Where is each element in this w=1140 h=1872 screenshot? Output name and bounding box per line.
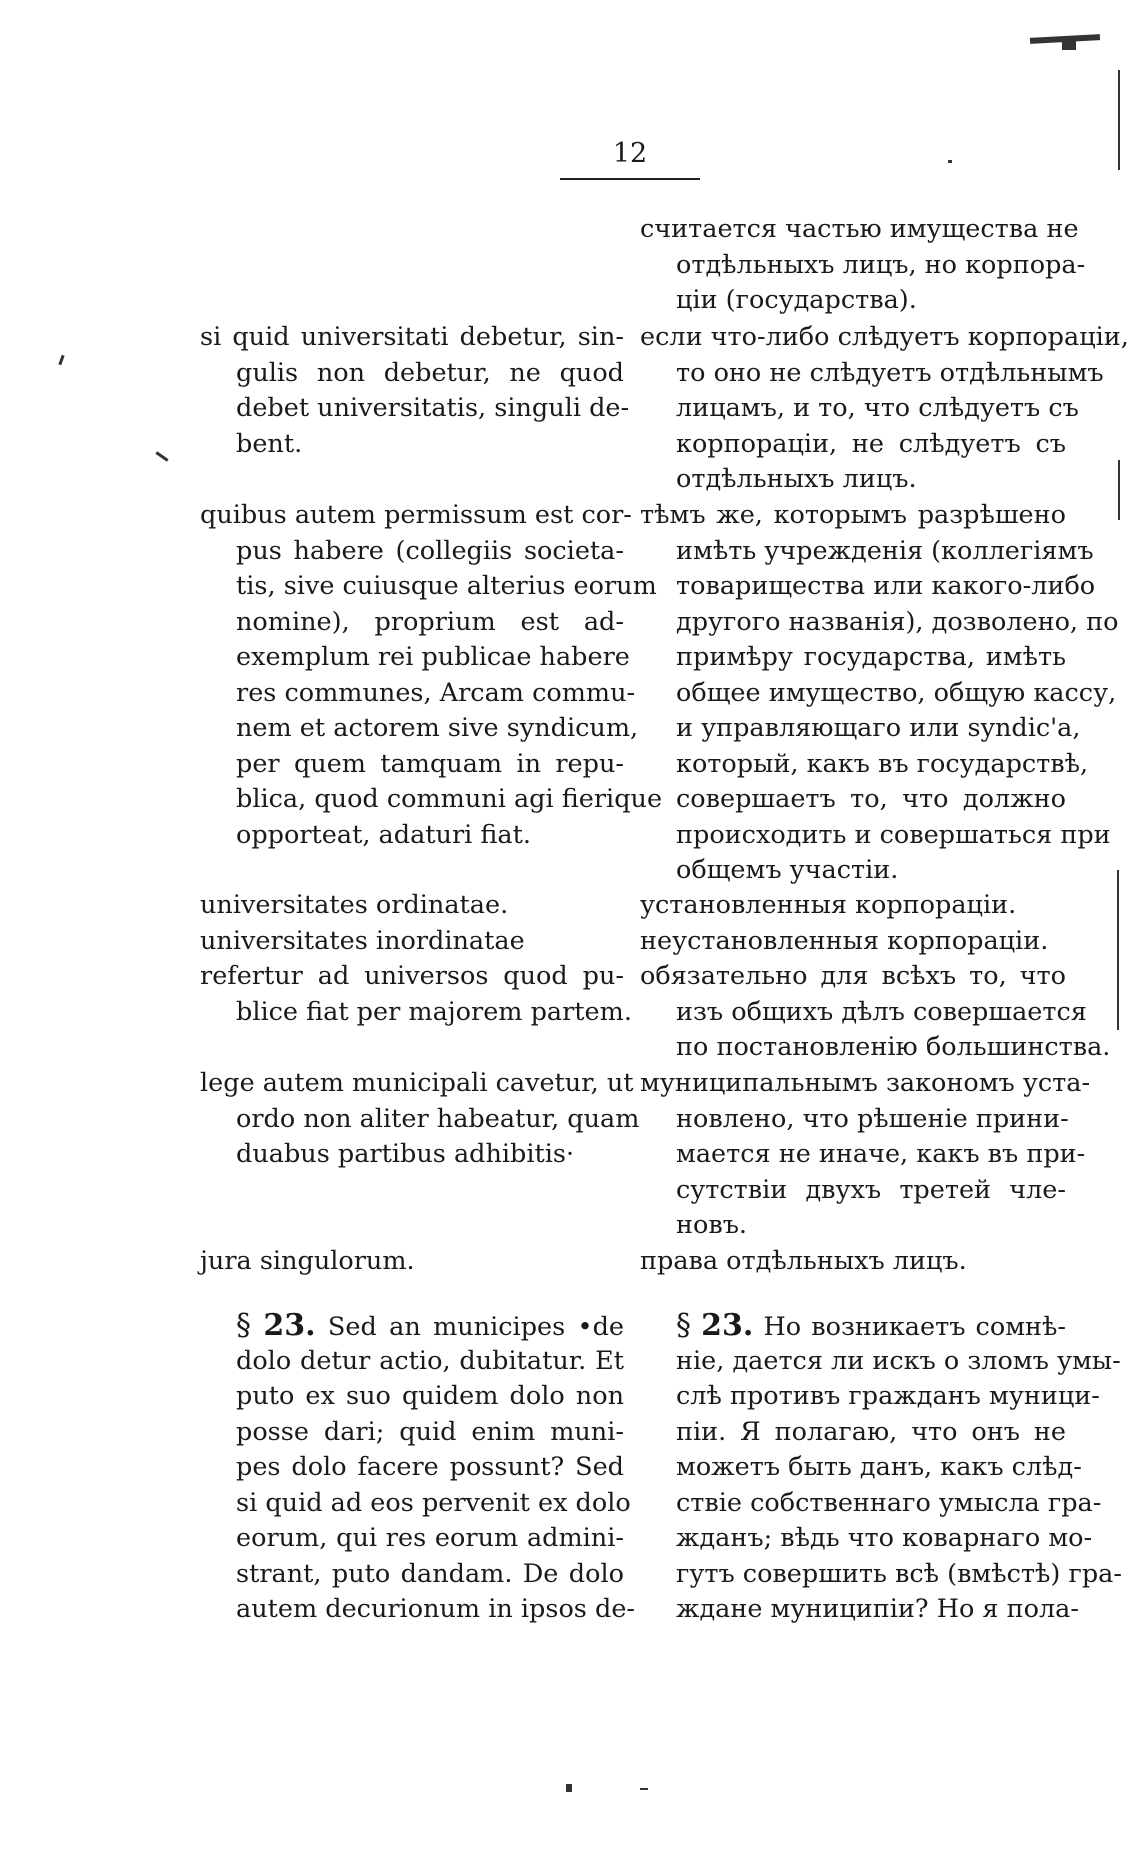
scan-mark xyxy=(155,451,168,461)
text-line: quibus autem permissum est cor- xyxy=(200,500,632,530)
text-line: совершаетъ то, что должно xyxy=(676,784,1066,814)
text-line: ціи (государства). xyxy=(676,285,917,315)
latin-block-0 xyxy=(200,320,630,462)
text-line: который, какъ въ государствѣ, xyxy=(676,748,1089,779)
section-symbol: § xyxy=(236,1308,251,1343)
text-line: установленныя корпораціи. xyxy=(640,890,1017,920)
text-line: puto ex suo quidem dolo non xyxy=(236,1381,624,1411)
text-line: universitates inordinatae xyxy=(200,925,525,956)
text-line: exemplum rei publicae habere xyxy=(236,642,630,672)
text-line: dolo detur actio, dubitatur. Et xyxy=(236,1345,624,1376)
text-line: res communes, Arcam commu- xyxy=(236,677,636,708)
text-line: tis, sive cuiusque alterius eorum xyxy=(236,571,657,601)
text-line: изъ общихъ дѣлъ совершается xyxy=(676,996,1087,1027)
text-line: Sed an municipes •de xyxy=(327,1312,624,1342)
text-line: ordo non aliter habeatur, quam xyxy=(236,1103,640,1134)
text-line: si quid universitati debetur, sin- xyxy=(200,322,624,352)
text-line: то оно не слѣдуетъ отдѣльнымъ xyxy=(676,357,1104,388)
text-line: права отдѣльныхъ лицъ. xyxy=(640,1246,967,1276)
text-line: піи. Я полагаю, что онъ не xyxy=(676,1416,1066,1447)
text-line: pus habere (collegiis societa- xyxy=(236,535,624,566)
scan-mark xyxy=(58,355,64,365)
russian-block-4 xyxy=(640,1066,1091,1244)
scan-mark xyxy=(1118,460,1120,520)
text-line: жданъ; вѣдь что коварнаго мо- xyxy=(676,1523,1093,1553)
text-line: Но возникаетъ сомнѣ- xyxy=(763,1312,1067,1342)
text-line: общее имущество, общую кассу, xyxy=(676,677,1117,708)
text-line: blica, quod communi agi fierique xyxy=(236,784,663,814)
text-line: муниципальнымъ закономъ уста- xyxy=(640,1068,1091,1098)
text-line: обязательно для всѣхъ то, что xyxy=(640,961,1066,991)
scan-mark xyxy=(640,1788,648,1790)
text-line: strant, puto dandam. De dolo xyxy=(236,1558,624,1589)
latin-block-4 xyxy=(200,1244,624,1280)
text-line: другого названія), дозволено, по xyxy=(676,606,1119,637)
text-line: новъ. xyxy=(676,1210,748,1240)
section-number: 23. xyxy=(263,1308,316,1343)
scan-mark xyxy=(1118,70,1120,170)
text-line: имѣть учрежденія (коллегіямъ xyxy=(676,535,1094,566)
text-line: nem et actorem sive syndicum, xyxy=(236,713,639,743)
text-line: pes dolo facere possunt? Sed xyxy=(236,1452,624,1482)
text-line: si quid ad eos pervenit ex dolo xyxy=(236,1487,631,1518)
text-line: можетъ быть данъ, какъ слѣд- xyxy=(676,1452,1082,1482)
text-line: слѣ противъ гражданъ муници- xyxy=(676,1381,1100,1411)
page-number: 12 xyxy=(612,138,648,169)
scan-mark xyxy=(1062,40,1076,50)
text-line: новлено, что рѣшеніе прини- xyxy=(676,1103,1069,1134)
text-line: общемъ участіи. xyxy=(676,855,899,885)
text-line: отдѣльныхъ лицъ, но корпора- xyxy=(676,249,1086,280)
russian-block-1 xyxy=(640,320,1129,498)
text-line: autem decurionum in ipsos de- xyxy=(236,1594,636,1624)
text-line: считается частью имущества не xyxy=(640,214,1079,244)
text-line: refertur ad universos quod pu- xyxy=(200,961,624,991)
russian-block-5 xyxy=(640,1244,1066,1280)
text-line: если что-либо слѣдуетъ корпораціи, xyxy=(640,322,1129,352)
text-line: ждане муниципіи? Но я пола- xyxy=(676,1594,1079,1624)
latin-block-2 xyxy=(200,888,632,1030)
text-line: мается не иначе, какъ въ при- xyxy=(676,1139,1086,1169)
text-line: jura singulorum. xyxy=(200,1246,415,1276)
scan-mark xyxy=(948,160,952,163)
text-line: eorum, qui res eorum admini- xyxy=(236,1523,624,1553)
text-line: происходить и совершаться при xyxy=(676,819,1111,850)
text-line: posse dari; quid enim muni- xyxy=(236,1416,624,1447)
text-line: отдѣльныхъ лицъ. xyxy=(676,464,917,494)
text-line: bent. xyxy=(236,428,303,459)
text-line: и управляющаго или syndic'a, xyxy=(676,713,1081,743)
text-line: universitates ordinatae. xyxy=(200,890,509,920)
scan-mark xyxy=(566,1784,572,1792)
text-line: nomine), proprium est ad- xyxy=(236,606,624,637)
text-line: гутъ совершить всѣ (вмѣстѣ) гра- xyxy=(676,1558,1122,1589)
section-symbol: § xyxy=(676,1308,691,1343)
section-23-russian xyxy=(640,1308,1122,1628)
text-line: примѣру государства, имѣть xyxy=(676,642,1066,672)
russian-block-2 xyxy=(640,498,1119,889)
text-line: ствіе собственнаго умысла гра- xyxy=(676,1487,1102,1518)
text-line: товарищества или какого-либо xyxy=(676,571,1096,601)
text-line: по постановленію большинства. xyxy=(676,1032,1111,1062)
section-number: 23. xyxy=(701,1308,754,1343)
text-line: корпораціи, не слѣдуетъ съ xyxy=(676,428,1066,459)
page-number-rule xyxy=(560,178,700,180)
text-line: неустановленныя корпораціи. xyxy=(640,925,1049,956)
text-line: сутствіи двухъ третей чле- xyxy=(676,1174,1066,1205)
text-line: lege autem municipali cavetur, ut xyxy=(200,1068,634,1098)
text-line: blice fiat per majorem partem. xyxy=(236,996,632,1027)
russian-block-0 xyxy=(640,212,1086,319)
scan-mark xyxy=(1117,870,1119,1030)
text-line: лицамъ, и то, что слѣдуетъ съ xyxy=(676,393,1079,423)
text-line: opporteat, adaturi fiat. xyxy=(236,819,531,850)
russian-block-3 xyxy=(640,888,1111,1066)
text-line: gulis non debetur, ne quod xyxy=(236,357,624,388)
latin-block-1 xyxy=(200,498,663,853)
latin-block-3 xyxy=(200,1066,640,1173)
text-line: per quem tamquam in repu- xyxy=(236,748,624,779)
text-line: duabus partibus adhibitis· xyxy=(236,1139,575,1169)
text-line: тѣмъ же, которымъ разрѣшено xyxy=(640,500,1066,530)
section-first-line xyxy=(640,1308,1066,1344)
text-line: ніе, дается ли искъ о зломъ умы- xyxy=(676,1345,1121,1376)
section-23-latin xyxy=(200,1308,636,1628)
text-line: debet universitatis, singuli de- xyxy=(236,393,630,423)
section-first-line xyxy=(200,1308,624,1344)
